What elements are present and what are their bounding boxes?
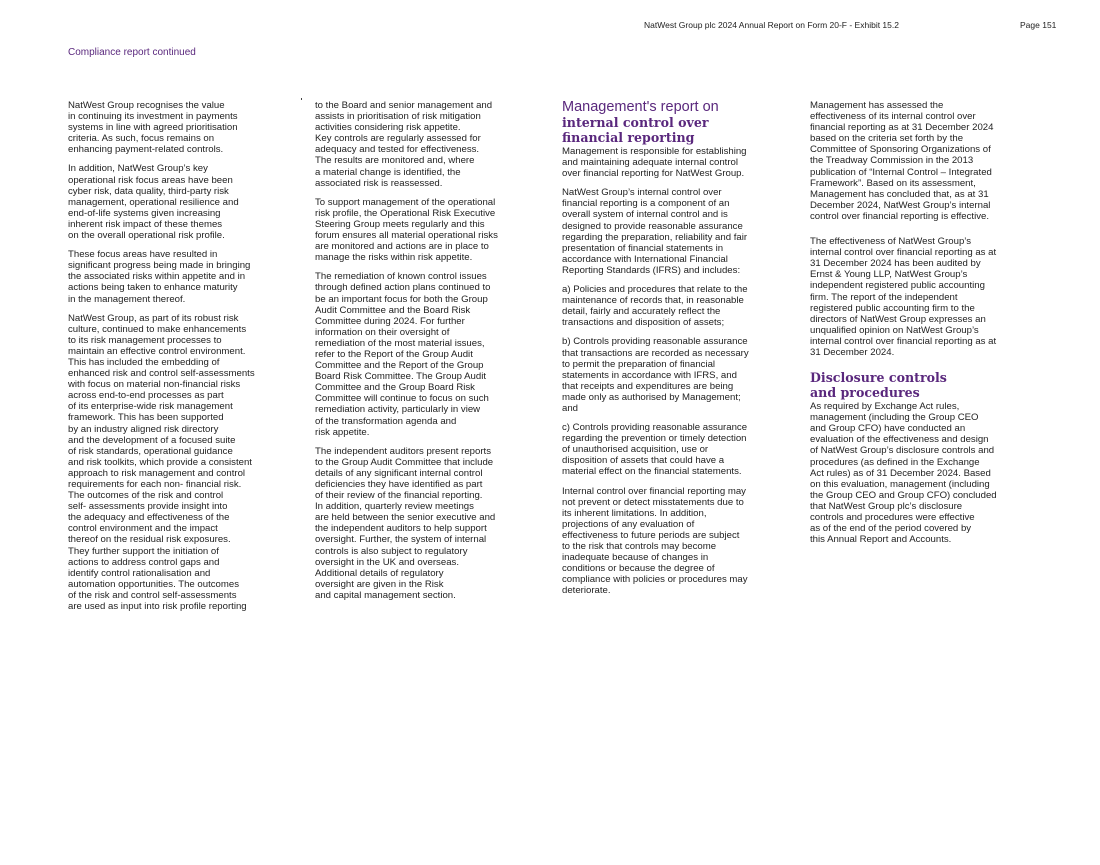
paragraph-focus-areas: In addition, NatWest Group’s key operational risk focus areas have been cyber risk, data quality, third-party risk management, operational resilience and end-of-life systems given increasing inherent risk impact of these themes on the overall operational risk profile. [68, 163, 239, 242]
paragraph-item-b: b) Controls providing reasonable assurance that transactions are recorded as necessary to permit the preparation of financial statements in accordance with IFRS, and that receipts and expenditures are being made only as authorised by Management; and [562, 336, 749, 414]
paragraph-steering-group: To support management of the operational risk profile, the Operational Risk Executive Steering Group meets regularly and this forum ensures all material operational risks are monitored and actions are in place to manage the risks within risk appetite. [315, 196, 498, 264]
section-title: Compliance report continued [68, 47, 196, 58]
heading-disclosure-controls: Disclosure controls and procedures [810, 370, 947, 401]
paragraph-disclosure-evaluation: As required by Exchange Act rules, management (including the Group CEO and Group CFO) have conducted an evaluation of the effectiveness and design of NatWest Group’s disclosure controls and procedures (as defined in the Exchange Act rules) as of 31 December 2024. Based on this evaluation, management (including the Group CEO and Group CFO) concluded that NatWest Group plc’s disclosure controls and procedures were effective as of the end of the period covered by this Annual Report and Accounts. [810, 401, 997, 546]
paragraph-audit: The effectiveness of NatWest Group’s internal control over financial reporting as at 31 December 2024 has been audited by Ernst & Young LLP, NatWest Group’s independent registered public accounting firm. The report of the independent registered public accounting firm to the directors of NatWest Group expresses an unqualified opinion on NatWest Group’s internal control over financial reporting as at 31 December 2024. [810, 236, 997, 358]
page-number: Page 151 [1020, 20, 1057, 30]
paragraph-payments: NatWest Group recognises the value in continuing its investment in payments systems in line with agreed prioritisation criteria. As such, focus remains on enhancing payment-related controls. [68, 100, 238, 156]
paragraph-item-c: c) Controls providing reasonable assurance regarding the prevention or timely detection of unauthorised acquisition, use or disposition of assets that could have a material effect on the financial statements. [562, 422, 748, 478]
paragraph-limitations: Internal control over financial reporting may not prevent or detect misstatements due to its inherent limitations. In addition, projections of any evaluation of effectiveness to future periods are subject to the risk that controls may become inadequate because of changes in conditions or because the degree of compliance with policies or procedures may deteriorate. [562, 485, 748, 597]
report-title: NatWest Group plc 2024 Annual Report on Form 20-F - Exhibit 15.2 [644, 20, 899, 30]
text-column-1 [68, 100, 300, 620]
paragraph-board-reporting: to the Board and senior management and assists in prioritisation of risk mitigation activities considering risk appetite. Key controls are regularly assessed for adequacy and tested for effectiveness. The results are monitored and, where a material change is identified, the associated risk is reassessed. [315, 100, 493, 189]
column-divider-mark [301, 98, 302, 100]
paragraph-item-a: a) Policies and procedures that relate to the maintenance of records that, in reasonable detail, fairly and accurately reflect the transactions and disposition of assets; [562, 284, 748, 329]
paragraph-risk-culture: NatWest Group, as part of its robust risk culture, continued to make enhancements to its risk management processes to maintain an effective control environment. This has included the embedding of enhanced risk and control self-assessments with focus on material non-financial risks across end-to-end processes as part of its enterprise-wide risk management framework. This has been supported by an industry aligned risk directory and the development of a focused suite of risk standards, operational guidance and risk toolkits, which provide a consistent approach to risk management and control requirements for each non- financial risk. The outcomes of the risk and control self- assessments provide insight into the adequacy and effectiveness of the control environment and the impact thereof on the residual risk exposures. They further support the initiation of actions to address control gaps and identify control rationalisation and automation opportunities. The outcomes of the risk and control self-assessments are used as input into risk profile reporting [68, 312, 255, 613]
paragraph-independent-auditors: The independent auditors present reports to the Group Audit Committee that include details of any significant internal control deficiencies they have identified as part of their review of the financial reporting. In addition, quarterly review meetings are held between the senior executive and the independent auditors to help support oversight. Further, the system of internal controls is also subject to regulatory oversight in the UK and overseas. Additional details of regulatory oversight are given in the Risk and capital management section. [315, 445, 496, 601]
paragraph-icfr-component: NatWest Group’s internal control over financial reporting is a component of an overall system of internal control and is designed to provide reasonable assurance regarding the preparation, reliability and fair presentation of financial statements in accordance with International Financial Reporting Standards (IFRS) and includes: [562, 187, 748, 276]
text-column-3 [562, 100, 798, 604]
paragraph-assessment: Management has assessed the effectiveness of its internal control over financial reporting as at 31 December 2024 based on the criteria set forth by the Committee of Sponsoring Organizations of the Treadway Commission in the 2013 publication of “Internal Control – Integrated Framework”. Based on its assessment, Management has concluded that, as at 31 December 2024, NatWest Group’s internal control over financial reporting is effective. [810, 100, 994, 222]
paragraph-progress: These focus areas have resulted in significant progress being made in bringing the associated risks within appetite and in actions being taken to enhance maturity in the management thereof. [68, 249, 251, 305]
text-column-4 [810, 100, 1048, 553]
paragraph-responsibility: Management is responsible for establishing and maintaining adequate internal control over financial reporting for NatWest Group. [562, 146, 747, 180]
heading-management-report: Management's report on [562, 99, 719, 115]
text-column-2 [315, 100, 547, 609]
heading-internal-control: internal control over financial reporting [562, 115, 709, 145]
paragraph-remediation: The remediation of known control issues through defined action plans continued to be an important focus for both the Group Audit Committee and the Board Risk Committee during 2024. For further information on their oversight of remediation of the most material issues, refer to the Report of the Group Audit Committee and the Report of the Group Board Risk Committee. The Group Audit Committee and the Group Board Risk Committee will continue to focus on such remediation activity, particularly in view of the transformation agenda and risk appetite. [315, 271, 491, 438]
